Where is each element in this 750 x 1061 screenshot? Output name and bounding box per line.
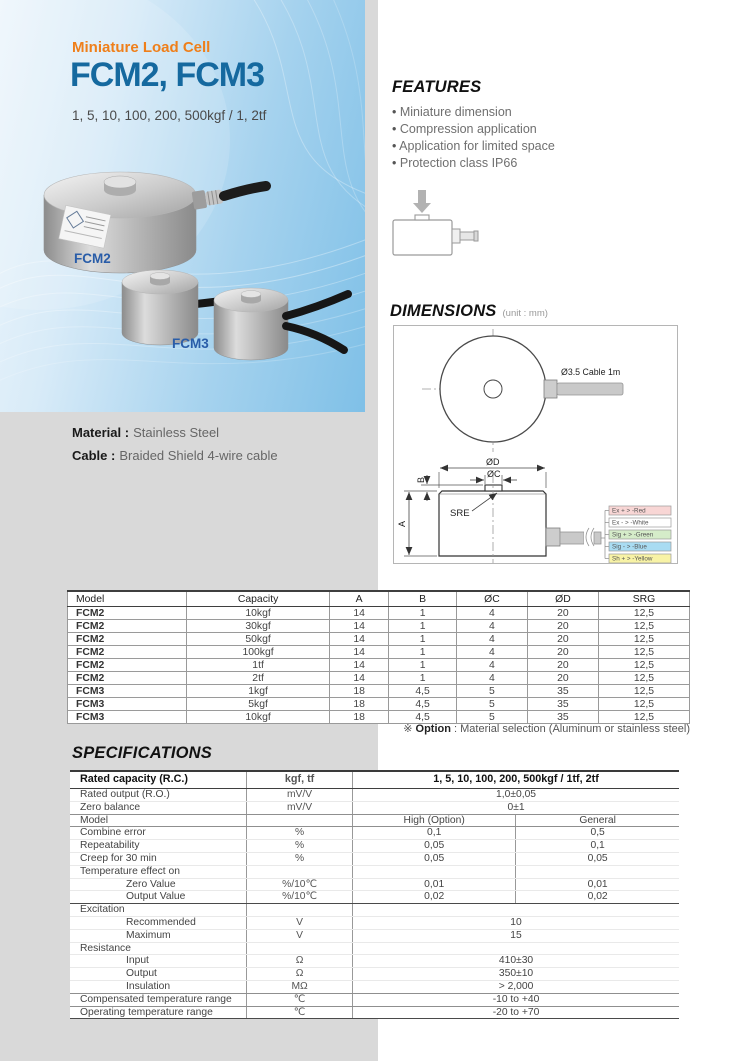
spec-header-row [70, 771, 679, 789]
spec-value-general: 0,02 [516, 891, 679, 904]
spec-param: Excitation [70, 904, 247, 917]
spec-param: Zero Value [70, 878, 247, 891]
fcm3-load-cells [122, 270, 348, 360]
spec-param: Compensated temperature range [70, 993, 247, 1006]
model-table-cell: 4 [456, 633, 527, 646]
model-table-cell: 18 [329, 685, 388, 698]
spec-unit [247, 814, 353, 827]
model-table-cell: FCM3 [68, 711, 187, 724]
material-value: Stainless Steel [133, 425, 220, 440]
mini-cell-boss [415, 215, 429, 220]
product-photo [0, 130, 365, 412]
cable-value: Braided Shield 4-wire cable [119, 448, 278, 463]
model-table-cell: 35 [527, 698, 598, 711]
model-table-cell: 5 [456, 711, 527, 724]
model-table-row [68, 685, 690, 698]
spec-value: 350±10 [353, 968, 679, 981]
spec-unit: Ω [247, 955, 353, 968]
unit-note: (unit : mm) [502, 308, 548, 319]
cable-label: Cable : [72, 448, 116, 463]
spec-row [70, 955, 679, 968]
spec-param: Model [70, 814, 247, 827]
model-table-cell: 1kgf [187, 685, 330, 698]
model-table-cell: 12,5 [598, 685, 689, 698]
spec-unit: % [247, 840, 353, 853]
spec-unit [247, 942, 353, 955]
option-note [403, 722, 690, 735]
spec-param: Temperature effect on [70, 865, 247, 878]
model-table-row [68, 646, 690, 659]
cable-row [72, 444, 278, 467]
spec-row [70, 814, 679, 827]
model-table-cell: FCM2 [68, 633, 187, 646]
model-table-header-cell: Capacity [187, 591, 330, 607]
spec-header-unit: kgf, tf [247, 771, 353, 789]
material-label: Material : [72, 425, 130, 440]
model-table-cell: 1 [389, 672, 457, 685]
spec-value-general: 0,1 [516, 840, 679, 853]
spec-row [70, 865, 679, 878]
spec-unit: V [247, 916, 353, 929]
spec-param: Combine error [70, 827, 247, 840]
model-table-cell: 12,5 [598, 672, 689, 685]
model-table-cell: 12,5 [598, 633, 689, 646]
spec-row [70, 916, 679, 929]
spec-param: Creep for 30 min [70, 852, 247, 865]
model-table-cell: 1 [389, 646, 457, 659]
spec-unit: % [247, 852, 353, 865]
model-table-row [68, 672, 690, 685]
features-list [392, 104, 712, 172]
model-table-cell: 4,5 [389, 685, 457, 698]
spec-value-high: 0,01 [353, 878, 516, 891]
spec-param: Recommended [70, 916, 247, 929]
spec-header-value: 1, 5, 10, 100, 200, 500kgf / 1tf, 2tf [353, 771, 679, 789]
model-table-cell: 4 [456, 646, 527, 659]
spec-unit: %/10℃ [247, 891, 353, 904]
spec-param: Rated output (R.O.) [70, 789, 247, 802]
spec-unit: % [247, 827, 353, 840]
model-table-cell: 4 [456, 672, 527, 685]
feature-item: • Protection class IP66 [392, 155, 712, 172]
spec-value: 0±1 [353, 801, 679, 814]
spec-unit: Ω [247, 968, 353, 981]
model-table-cell: 18 [329, 698, 388, 711]
wire-legend [601, 506, 671, 563]
model-table-cell: 10kgf [187, 607, 330, 620]
mini-cell-body [393, 220, 452, 255]
product-title: FCM2, FCM3 [70, 56, 264, 94]
load-direction-diagram [388, 190, 488, 265]
spec-param: Insulation [70, 980, 247, 993]
spec-param: Maximum [70, 929, 247, 942]
model-table-header-cell: ØD [527, 591, 598, 607]
model-table-cell: 14 [329, 672, 388, 685]
model-table-cell: 100kgf [187, 646, 330, 659]
model-table-cell: 4 [456, 659, 527, 672]
spec-row [70, 929, 679, 942]
spec-row [70, 993, 679, 1006]
load-arrow-icon [413, 190, 431, 213]
cable-gland-side-view [546, 528, 560, 546]
spec-row [70, 801, 679, 814]
spec-row [70, 904, 679, 917]
spec-value-general: 0,5 [516, 827, 679, 840]
cable-side-view [560, 532, 584, 544]
model-table-cell: 4 [456, 607, 527, 620]
model-table-cell: 12,5 [598, 659, 689, 672]
model-table-cell: 1 [389, 633, 457, 646]
spec-row [70, 891, 679, 904]
spec-value: 15 [353, 929, 679, 942]
spec-unit: mV/V [247, 801, 353, 814]
hero-subtitle: Miniature Load Cell [72, 39, 211, 56]
spec-value-high: 0,1 [353, 827, 516, 840]
option-label: Option [415, 723, 451, 735]
model-table-cell: 4,5 [389, 698, 457, 711]
mini-cell-connector [452, 229, 460, 243]
model-table-cell: FCM2 [68, 620, 187, 633]
spec-unit: MΩ [247, 980, 353, 993]
model-table-header-cell: ØC [456, 591, 527, 607]
spec-value: -10 to +40 [353, 993, 679, 1006]
spec-unit: %/10℃ [247, 878, 353, 891]
spec-unit: ℃ [247, 993, 353, 1006]
wire-label: Sig - > -Blue [612, 543, 647, 551]
spec-unit [247, 904, 353, 917]
model-table-row [68, 698, 690, 711]
spec-row [70, 1006, 679, 1019]
model-table-cell: 12,5 [598, 711, 689, 724]
model-table-cell: 5 [456, 698, 527, 711]
model-table-cell: 18 [329, 711, 388, 724]
feature-item: • Compression application [392, 121, 712, 138]
spec-value-high: 0,05 [353, 852, 516, 865]
spec-value: 410±30 [353, 955, 679, 968]
specifications-title: SPECIFICATIONS [72, 744, 213, 762]
model-table-cell: 5 [456, 685, 527, 698]
spec-row [70, 840, 679, 853]
model-table-cell: 35 [527, 711, 598, 724]
model-table-cell: 1 [389, 620, 457, 633]
model-table-cell: 14 [329, 620, 388, 633]
model-table-row [68, 620, 690, 633]
fcm2-photo-label: FCM2 [74, 251, 111, 266]
feature-item: • Miniature dimension [392, 104, 712, 121]
model-table-row [68, 633, 690, 646]
model-table-cell: 12,5 [598, 646, 689, 659]
spec-table-body [70, 789, 679, 1019]
spec-value-high: 0,02 [353, 891, 516, 904]
model-table-cell: 14 [329, 607, 388, 620]
model-table-header-cell: A [329, 591, 388, 607]
dimensions-drawing [394, 326, 677, 563]
model-table-cell: 20 [527, 659, 598, 672]
model-table [67, 590, 690, 724]
cable-dimension-label: Ø3.5 Cable 1m [561, 367, 621, 377]
spec-row [70, 827, 679, 840]
model-table-cell: 1 [389, 607, 457, 620]
spec-header-param: Rated capacity (R.C.) [70, 771, 247, 789]
model-table-cell: 1 [389, 659, 457, 672]
model-table-cell: FCM3 [68, 698, 187, 711]
cable-gland-top-view [544, 380, 557, 398]
features-title: FEATURES [392, 78, 482, 96]
spec-value-general: 0,05 [516, 852, 679, 865]
spec-unit: ℃ [247, 1006, 353, 1019]
model-table-cell: 5kgf [187, 698, 330, 711]
model-table-cell: 35 [527, 685, 598, 698]
model-table-body [68, 607, 690, 724]
spec-param: Resistance [70, 942, 247, 955]
dimensions-title: DIMENSIONS [390, 302, 497, 320]
model-table-cell: 12,5 [598, 698, 689, 711]
model-table-header-cell: SRG [598, 591, 689, 607]
spec-param: Output [70, 968, 247, 981]
model-table-cell: FCM3 [68, 685, 187, 698]
spec-row [70, 968, 679, 981]
model-table-cell: 4,5 [389, 711, 457, 724]
spec-param: Repeatability [70, 840, 247, 853]
option-text: : Material selection (Aluminum or stainless steel) [450, 723, 690, 735]
model-table-cell: 10kgf [187, 711, 330, 724]
spec-value-general [516, 865, 679, 878]
spec-value-general: 0,01 [516, 878, 679, 891]
model-table-cell: 12,5 [598, 620, 689, 633]
model-table-row [68, 607, 690, 620]
spec-row [70, 942, 679, 955]
dim-label-oc: ØC [487, 469, 501, 479]
model-table-cell: 20 [527, 620, 598, 633]
fcm3-photo-label: FCM3 [172, 336, 209, 351]
model-table-cell: FCM2 [68, 646, 187, 659]
model-table-cell: 2tf [187, 672, 330, 685]
hero-panel [0, 0, 365, 412]
model-table-cell: 50kgf [187, 633, 330, 646]
reference-mark-icon: ※ [403, 723, 416, 735]
model-table-cell: FCM2 [68, 672, 187, 685]
spec-value: 10 [353, 916, 679, 929]
dimensions-drawing-box [393, 325, 678, 564]
capacity-range: 1, 5, 10, 100, 200, 500kgf / 1, 2tf [72, 108, 267, 123]
wire-label: Ex + > -Red [612, 507, 646, 515]
dim-label-od: ØD [486, 457, 500, 467]
model-table-header-row [68, 591, 690, 607]
model-table-cell: 12,5 [598, 607, 689, 620]
features-section [392, 78, 712, 172]
feature-item: • Application for limited space [392, 138, 712, 155]
model-table-cell: 14 [329, 646, 388, 659]
model-table-cell: 14 [329, 659, 388, 672]
spec-value [353, 942, 679, 955]
model-table-cell: 20 [527, 633, 598, 646]
model-table-cell: FCM2 [68, 607, 187, 620]
spec-row [70, 980, 679, 993]
wire-label: Ex - > -White [612, 519, 649, 527]
spec-unit: V [247, 929, 353, 942]
spec-value [353, 904, 679, 917]
spec-param: Operating temperature range [70, 1006, 247, 1019]
spec-unit [247, 865, 353, 878]
model-table-cell: 20 [527, 646, 598, 659]
boss [485, 485, 502, 491]
wire-label: Sh + > -Yellow [612, 555, 653, 563]
spec-row [70, 852, 679, 865]
dim-label-a: A [397, 520, 407, 527]
model-table-cell: FCM2 [68, 659, 187, 672]
material-row [72, 421, 278, 444]
material-info [72, 421, 278, 467]
spec-row [70, 878, 679, 891]
model-table-cell: 14 [329, 633, 388, 646]
spec-value: -20 to +70 [353, 1006, 679, 1019]
spec-value-general: General [516, 814, 679, 827]
spec-value-high [353, 865, 516, 878]
sre-label: SRE [450, 508, 470, 519]
model-table-cell: 20 [527, 672, 598, 685]
dimensions-header [390, 302, 548, 321]
spec-value-high: High (Option) [353, 814, 516, 827]
model-table-row [68, 659, 690, 672]
spec-param: Input [70, 955, 247, 968]
spec-param: Zero balance [70, 801, 247, 814]
cable-top-view [557, 383, 623, 395]
spec-unit: mV/V [247, 789, 353, 802]
model-table-header-cell: Model [68, 591, 187, 607]
spec-value-high: 0,05 [353, 840, 516, 853]
side-view [397, 457, 601, 563]
model-table-cell: 20 [527, 607, 598, 620]
model-table-cell: 30kgf [187, 620, 330, 633]
model-table-cell: 1tf [187, 659, 330, 672]
spec-param: Output Value [70, 891, 247, 904]
model-table-header-cell: B [389, 591, 457, 607]
top-view [422, 329, 623, 452]
wire-label: Sig + > -Green [612, 531, 654, 539]
mini-cell-cable [460, 232, 474, 240]
dim-label-b: B [416, 476, 426, 483]
spec-row [70, 789, 679, 802]
spec-value: > 2,000 [353, 980, 679, 993]
model-table-cell: 4 [456, 620, 527, 633]
spec-table [70, 770, 679, 1019]
spec-value: 1,0±0,05 [353, 789, 679, 802]
